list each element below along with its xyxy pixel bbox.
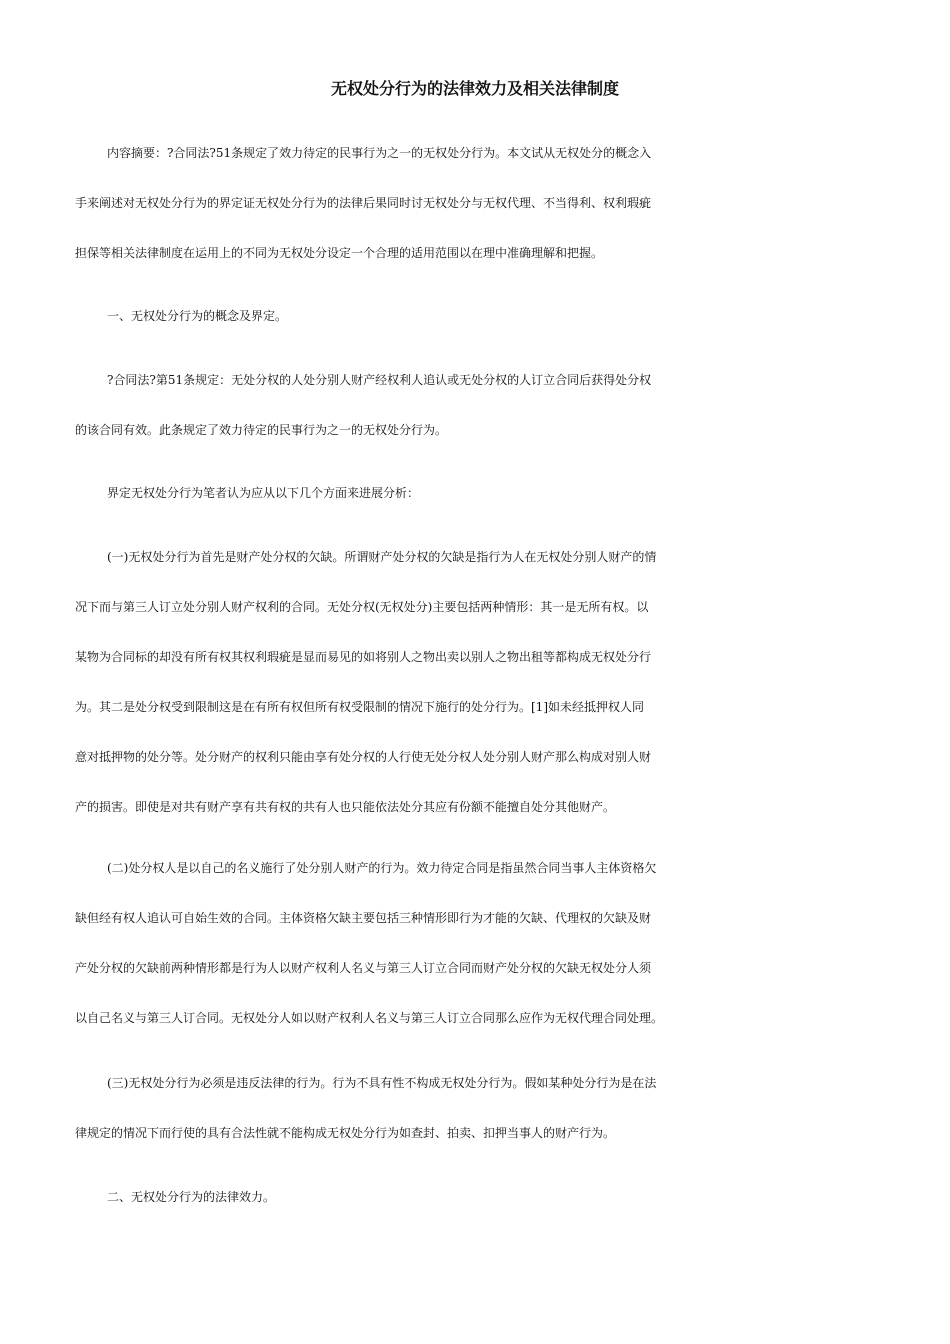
text-line: ?合同法?第51条规定：无处分权的人处分别人财产经权利人追认或无处分权的人订立合同后获得处分权 [107, 373, 652, 387]
document-title: 无权处分行为的法律效力及相关法律制度 [330, 79, 619, 98]
text-line: 以自己名义与第三人订合同。无权处分人如以财产权利人名义与第三人订立合同那么应作为无权代理合同处理。 [75, 1011, 664, 1025]
text-line: 一、无权处分行为的概念及界定。 [107, 309, 288, 323]
text-line: 担保等相关法律制度在运用上的不同为无权处分设定一个合理的适用范围以在理中准确理解和把握。 [75, 246, 604, 260]
text-line: 律规定的情况下而行使的具有合法性就不能构成无权处分行为如查封、拍卖、扣押当事人的财产行为。 [75, 1126, 616, 1140]
body-paragraph [75, 481, 895, 506]
text-line: 界定无权处分行为笔者认为应从以下几个方面来进展分析： [107, 486, 420, 500]
text-line: 某物为合同标的却没有所有权其权利瑕疵是显而易见的如将别人之物出卖以别人之物出租等都构成无权处分行 [75, 650, 652, 664]
body-paragraph [75, 1071, 895, 1146]
abstract-paragraph [75, 141, 895, 266]
body-paragraph [75, 545, 895, 820]
text-line: 缺但经有权人追认可自始生效的合同。主体资格欠缺主要包括三种情形即行为才能的欠缺、代理权的欠缺及财 [75, 911, 652, 925]
body-paragraph [75, 856, 895, 1031]
section-heading [75, 304, 895, 329]
text-line: (一)无权处分行为首先是财产处分权的欠缺。所谓财产处分权的欠缺是指行为人在无权处分别人财产的情 [107, 550, 657, 564]
text-line: (二)处分权人是以自己的名义施行了处分别人财产的行为。效力待定合同是指虽然合同当事人主体资格欠 [107, 861, 657, 875]
text-line: 的该合同有效。此条规定了效力待定的民事行为之一的无权处分行为。 [75, 423, 448, 437]
body-paragraph [75, 368, 895, 443]
text-line: 手来阐述对无权处分行为的界定证无权处分行为的法律后果同时讨无权处分与无权代理、不当得利、权利瑕疵 [75, 196, 652, 210]
text-line: (三)无权处分行为必须是违反法律的行为。行为不具有性不构成无权处分行为。假如某种处分行为是在法 [107, 1076, 657, 1090]
text-line: 为。其二是处分权受到限制这是在有所有权但所有权受限制的情况下施行的处分行为。[1]如未经抵押权人同 [75, 700, 645, 714]
text-line: 产处分权的欠缺前两种情形都是行为人以财产权利人名义与第三人订立合同而财产处分权的欠缺无权处分人须 [75, 961, 652, 975]
text-line: 产的损害。即使是对共有财产享有共有权的共有人也只能依法处分其应有份额不能擅自处分其他财产。 [75, 800, 616, 814]
text-line: 内容摘要：?合同法?51条规定了效力待定的民事行为之一的无权处分行为。本文试从无权处分的概念入 [107, 146, 652, 160]
text-line: 二、无权处分行为的法律效力。 [107, 1190, 276, 1204]
text-line: 意对抵押物的处分等。处分财产的权利只能由享有处分权的人行使无处分权人处分别人财产那么构成对别人财 [75, 750, 652, 764]
text-line: 况下而与第三人订立处分别人财产权利的合同。无处分权(无权处分)主要包括两种情形：其一是无所有权。以 [75, 600, 649, 614]
section-heading [75, 1185, 895, 1210]
